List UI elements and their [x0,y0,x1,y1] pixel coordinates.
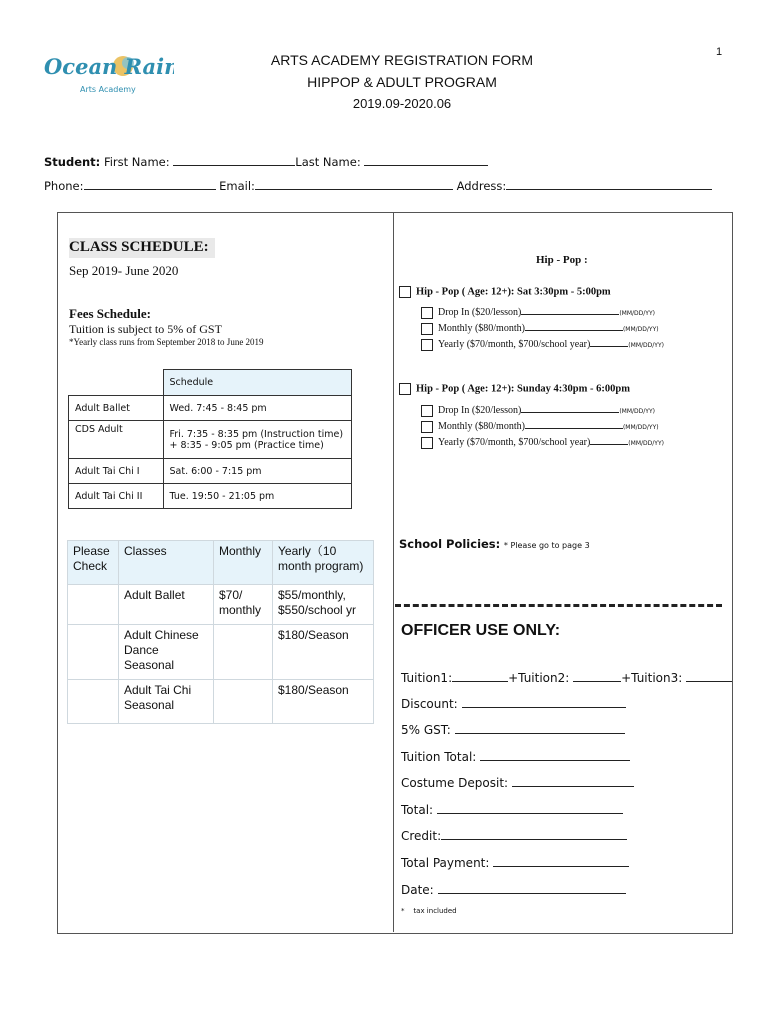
contact-row [44,177,712,193]
sun-drop-in-option[interactable] [421,402,655,417]
schedule-time: Wed. 7:45 - 8:45 pm [163,396,352,421]
column-divider [393,212,394,932]
costume-deposit-field[interactable] [512,774,634,787]
form-title: ARTS ACADEMY REGISTRATION FORM [270,52,534,68]
date-row [401,881,626,897]
schedule-time-extra: + 8:35 - 9:05 pm (Practice time) [169,439,324,451]
sat-monthly-label: Monthly ($80/month) [438,323,525,334]
sat-yearly-label: Yearly ($70/month, $700/school year) [438,339,591,350]
last-name-label: Last Name: [295,155,361,169]
schedule-time: Fri. 7:35 - 8:35 pm (Instruction time) [169,428,344,440]
check-cell[interactable] [68,585,119,625]
tuition-note: Tuition is subject to 5% of GST [69,322,222,336]
school-policies [399,537,590,551]
first-name-field[interactable] [173,153,295,166]
costume-row [401,774,634,790]
sun-drop-in-date[interactable] [521,402,619,413]
date-hint: (MM/DD/YY) [622,326,659,333]
phone-field[interactable] [84,177,216,190]
sun-drop-in-label: Drop In ($20/lesson) [438,405,522,416]
sun-monthly-label: Monthly ($80/month) [438,421,525,432]
address-field[interactable] [506,177,712,190]
schedule-header: Schedule [163,370,352,396]
form-period: 2019.09-2020.06 [352,96,452,111]
sat-monthly-checkbox[interactable] [421,323,433,335]
class-yearly: $55/monthly, $550/school yr [273,585,374,625]
sun-monthly-checkbox[interactable] [421,421,433,433]
table-row [69,459,352,484]
date-hint: (MM/DD/YY) [628,440,664,447]
class-monthly [214,625,273,680]
sun-yearly-checkbox[interactable] [421,437,433,449]
officer-use-heading: OFFICER USE ONLY: [401,622,561,639]
tax-note [401,907,457,915]
sat-drop-in-checkbox[interactable] [421,307,433,319]
email-label: Email: [219,179,255,193]
date-label: Date: [401,883,434,897]
class-monthly [214,680,273,724]
table-row [68,585,374,625]
hiphop-sat-label: Hip - Pop ( Age: 12+): Sat 3:30pm - 5:00pm [416,286,611,298]
sat-monthly-date[interactable] [525,320,623,331]
email-field[interactable] [255,177,453,190]
date-field[interactable] [438,881,626,894]
schedule-corner [69,370,164,396]
tuition-total-row [401,748,630,764]
sat-yearly-checkbox[interactable] [421,339,433,351]
sat-yearly-date[interactable] [590,336,628,347]
sun-yearly-option[interactable] [421,434,664,449]
total-payment-field[interactable] [493,854,629,867]
hiphop-sat-checkbox[interactable] [399,286,411,298]
gst-label: 5% GST: [401,723,451,737]
class-name: Adult Ballet [119,585,214,625]
check-cell[interactable] [68,680,119,724]
tuition3-field[interactable] [686,669,732,682]
address-label: Address: [456,179,507,193]
schedule-class: Adult Ballet [69,396,164,421]
tuition-row [401,669,732,685]
schedule-class: CDS Adult [69,421,164,459]
hiphop-heading: Hip - Pop : [536,254,588,266]
school-policies-label: School Policies: [399,537,501,551]
logo-wordmark: Ocean Rain [44,54,174,79]
tax-note-star: * [401,907,405,915]
table-row [69,396,352,421]
discount-row [401,695,626,711]
tax-note-text: tax included [413,907,457,915]
sun-yearly-date[interactable] [590,434,628,445]
total-row [401,801,623,817]
tuition1-label: Tuition1: [401,671,453,685]
table-row [69,484,352,509]
classes-table [67,540,374,724]
last-name-field[interactable] [364,153,488,166]
hiphop-sun-label: Hip - Pop ( Age: 12+): Sunday 4:30pm - 6:00pm [416,383,630,395]
sun-monthly-option[interactable] [421,418,659,433]
schedule-class: Adult Tai Chi I [69,459,164,484]
table-row [68,625,374,680]
student-label: Student: [44,155,101,169]
tuition1-field[interactable] [452,669,508,682]
page-number: 1 [716,46,723,58]
sun-monthly-date[interactable] [525,418,623,429]
credit-row [401,827,627,843]
sat-drop-in-option[interactable] [421,304,655,319]
form-subtitle: HIPPOP & ADULT PROGRAM [307,74,497,90]
sat-monthly-option[interactable] [421,320,659,335]
tuition-total-field[interactable] [480,748,630,761]
schedule-table [68,369,352,509]
date-hint: (MM/DD/YY) [619,310,655,317]
col-please-check: Please Check [68,541,119,585]
col-classes: Classes [119,541,214,585]
table-row [68,680,374,724]
credit-label: Credit: [401,829,442,843]
col-monthly: Monthly [214,541,273,585]
discount-label: Discount: [401,697,458,711]
date-hint: (MM/DD/YY) [628,342,664,349]
class-schedule-heading: CLASS SCHEDULE: [69,238,215,258]
sat-yearly-option[interactable] [421,336,664,351]
total-payment-label: Total Payment: [401,856,490,870]
sat-drop-in-date[interactable] [521,304,619,315]
total-label: Total: [401,803,434,817]
discount-field[interactable] [462,695,626,708]
yearly-note: *Yearly class runs from September 2018 to June 2019 [69,337,264,347]
hiphop-sun-checkbox[interactable] [399,383,411,395]
logo-subtitle: Arts Academy [80,85,136,94]
class-yearly: $180/Season [273,680,374,724]
student-name-row [44,153,488,169]
class-name: Adult Tai Chi Seasonal [119,680,214,724]
schedule-time: Sat. 6:00 - 7:15 pm [163,459,352,484]
total-payment-row [401,854,629,870]
tuition-total-label: Tuition Total: [401,750,477,764]
date-hint: (MM/DD/YY) [622,424,659,431]
tuition2-field[interactable] [573,669,621,682]
tuition2-label: +Tuition2: [508,671,570,685]
officer-separator [395,604,722,607]
gst-field[interactable] [455,721,625,734]
sun-yearly-label: Yearly ($70/month, $700/school year) [438,437,591,448]
credit-field[interactable] [441,827,627,840]
schedule-period: Sep 2019- June 2020 [69,263,179,278]
table-row [69,421,352,459]
phone-label: Phone: [44,179,84,193]
tuition3-label: +Tuition3: [621,671,683,685]
total-field[interactable] [437,801,623,814]
school-policies-note: * Please go to page 3 [503,541,590,550]
gst-row [401,721,625,737]
costume-deposit-label: Costume Deposit: [401,776,509,790]
class-monthly: $70/ monthly [214,585,273,625]
class-yearly: $180/Season [273,625,374,680]
date-hint: (MM/DD/YY) [619,408,655,415]
check-cell[interactable] [68,625,119,680]
schedule-class: Adult Tai Chi II [69,484,164,509]
hiphop-sun-option[interactable] [399,383,630,395]
hiphop-sat-option[interactable] [399,286,611,298]
class-name: Adult Chinese Dance Seasonal [119,625,214,680]
col-yearly: Yearly（10 month program) [273,541,374,585]
first-name-label: First Name: [103,155,170,169]
sun-drop-in-checkbox[interactable] [421,405,433,417]
schedule-time: Tue. 19:50 - 21:05 pm [163,484,352,509]
sat-drop-in-label: Drop In ($20/lesson) [438,307,522,318]
fees-schedule-heading: Fees Schedule: [69,306,151,321]
